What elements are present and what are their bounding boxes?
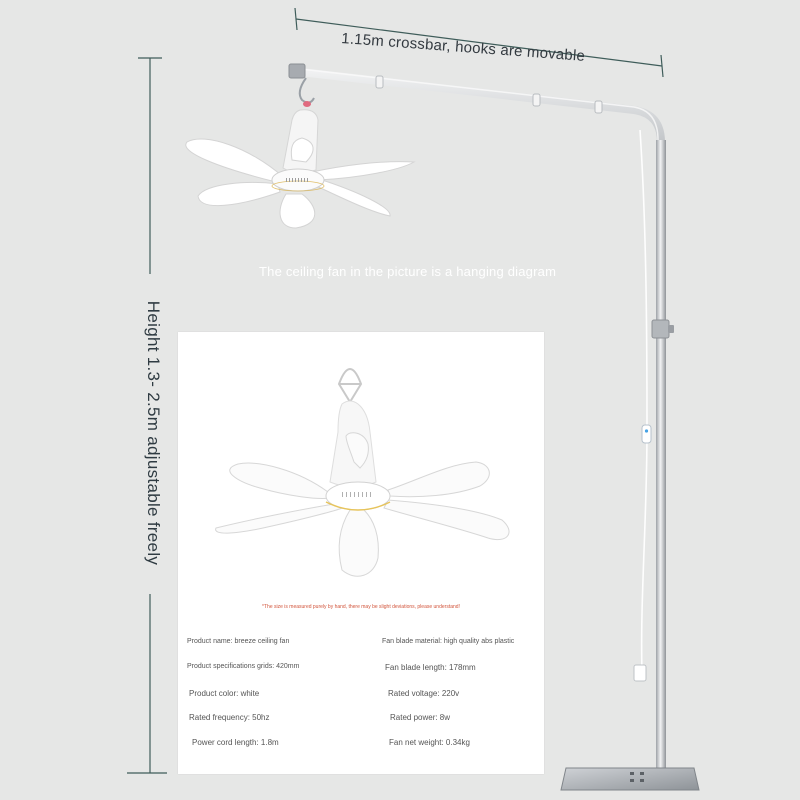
hanging-ceiling-fan: [186, 78, 414, 228]
spec-power: Rated power: 8w: [390, 713, 451, 722]
hanging-diagram-note: The ceiling fan in the picture is a hanging diagram: [259, 264, 557, 279]
height-range-label: Height 1.3- 2.5m adjustable freely: [144, 300, 163, 566]
crossbar-length-label: 1.15m crossbar, hooks are movable: [340, 30, 586, 65]
cord-switch: [642, 425, 651, 443]
power-plug: [634, 665, 646, 681]
product-spec-card: [178, 332, 544, 774]
crossbar-end-cap: [289, 64, 305, 78]
spec-voltage: Rated voltage: 220v: [388, 689, 460, 698]
spec-blade-length: Fan blade length: 178mm: [385, 663, 476, 672]
spec-product-name: Product name: breeze ceiling fan: [187, 638, 290, 645]
crossbar: [300, 72, 661, 200]
measurement-disclaimer: *The size is measured purely by hand, there may be slight deviations, please understand!: [262, 604, 460, 610]
vertical-pole: [656, 140, 666, 770]
spec-specifications: Product specifications grids: 420mm: [187, 663, 300, 670]
spec-cord-length: Power cord length: 1.8m: [192, 738, 279, 747]
height-adjust-collar: [652, 320, 669, 338]
spec-blade-material: Fan blade material: high quality abs plastic: [382, 638, 515, 645]
height-lock-knob: [668, 325, 674, 333]
spec-net-weight: Fan net weight: 0.34kg: [389, 738, 470, 747]
spec-color: Product color: white: [189, 689, 260, 698]
power-cord: [640, 130, 647, 672]
product-fan-image: [178, 332, 544, 602]
spec-frequency: Rated frequency: 50hz: [189, 713, 270, 722]
